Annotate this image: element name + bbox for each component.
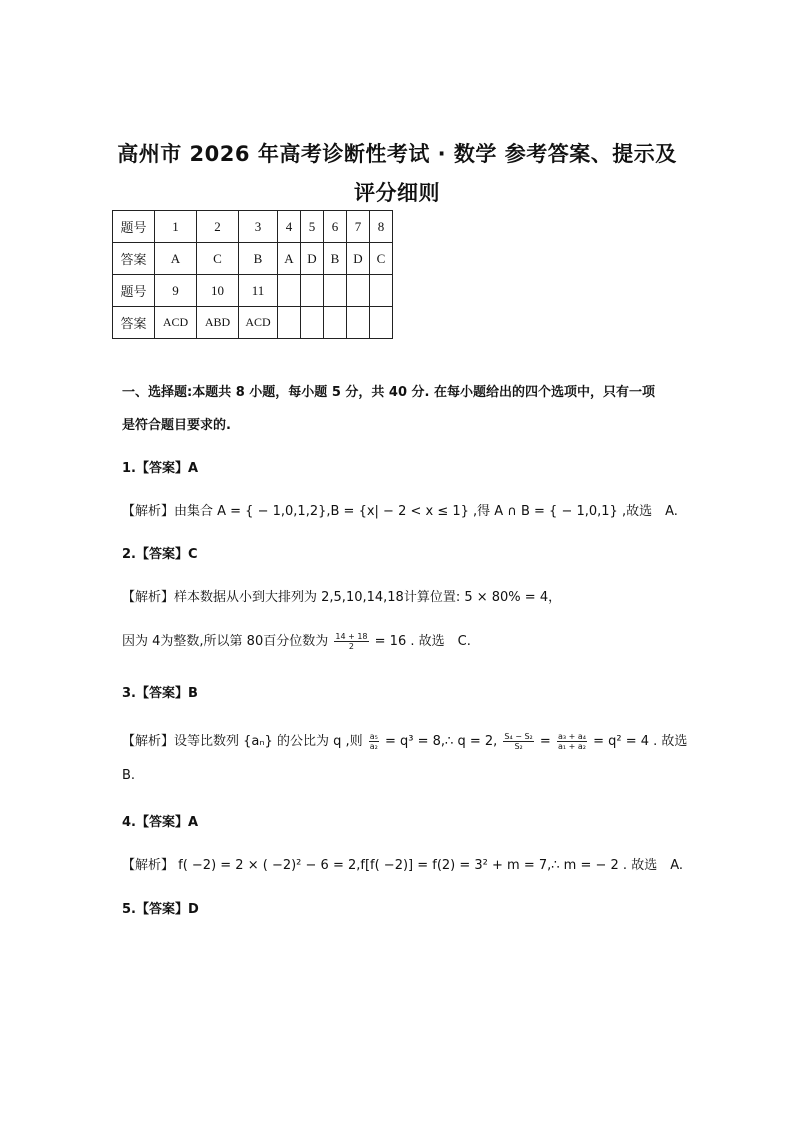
- table-row-answers-1: [113, 243, 393, 275]
- table-cell: 10: [197, 275, 239, 307]
- table-cell: 2: [197, 211, 239, 243]
- q3-text-post: = q² = 4 . 故选: [593, 734, 688, 749]
- table-cell: 3: [239, 211, 278, 243]
- q4-solution: 【解析】 f( −2) = 2 × ( −2)² − 6 = 2,f[f( −2)] = f(2) = 3² + m = 7,∴ m = − 2 . 故选 A.: [122, 858, 683, 873]
- q2-fraction: [334, 632, 368, 651]
- table-row-answers-2: [113, 307, 393, 339]
- q3-answer: 3.【答案】B: [122, 686, 198, 701]
- q1-answer: 1.【答案】A: [122, 461, 199, 476]
- table-cell: C: [197, 243, 239, 275]
- fraction-numerator: S₄ − S₂: [504, 732, 533, 741]
- fraction-numerator: a₃ + a₄: [557, 732, 586, 741]
- section-heading-line1: 一、选择题:本题共 8 小题，每小题 5 分，共 40 分. 在每小题给出的四个选项中，只有一项: [122, 385, 656, 400]
- section-heading-line2: 是符合题目要求的.: [122, 418, 231, 433]
- fraction-denominator: 2: [348, 642, 354, 651]
- table-cell: B: [324, 243, 347, 275]
- q4-answer: 4.【答案】A: [122, 815, 199, 830]
- table-cell: [370, 275, 393, 307]
- table-cell: [347, 307, 370, 339]
- table-cell: 1: [155, 211, 197, 243]
- table-cell: [347, 275, 370, 307]
- q5-answer: 5.【答案】D: [122, 902, 199, 917]
- table-cell: 7: [347, 211, 370, 243]
- table-cell: 6: [324, 211, 347, 243]
- q3-solution-line2: B.: [122, 768, 136, 783]
- q3-text-mid2: =: [539, 734, 551, 749]
- q2-text-pre: 因为 4为整数,所以第 80百分位数为: [122, 634, 329, 649]
- table-row-questions-2: [113, 275, 393, 307]
- q3-fraction-3: [557, 732, 587, 751]
- table-row-questions-1: [113, 211, 393, 243]
- q2-solution-line1: 【解析】样本数据从小到大排列为 2,5,10,14,18计算位置: 5 × 80% = 4，: [122, 590, 562, 605]
- table-cell: [301, 307, 324, 339]
- q2-text-post: = 16 . 故选 C.: [374, 634, 471, 649]
- table-cell: A: [155, 243, 197, 275]
- q3-fraction-2: [503, 732, 533, 751]
- row-label: 答案: [113, 243, 155, 275]
- document-title-line2: 评分细则: [354, 181, 440, 205]
- table-cell: C: [370, 243, 393, 275]
- fraction-denominator: S₂: [514, 742, 523, 751]
- table-cell: 4: [278, 211, 301, 243]
- fraction-numerator: 14 + 18: [335, 632, 368, 641]
- table-cell: ABD: [197, 307, 239, 339]
- table-cell: [324, 307, 347, 339]
- document-title-line1: 高州市 2026 年高考诊断性考试 · 数学 参考答案、提示及: [117, 142, 677, 166]
- table-cell: [370, 307, 393, 339]
- q2-solution-line2: [122, 630, 471, 651]
- table-cell: B: [239, 243, 278, 275]
- table-cell: ACD: [155, 307, 197, 339]
- table-cell: A: [278, 243, 301, 275]
- table-cell: [324, 275, 347, 307]
- fraction-numerator: a₅: [369, 732, 378, 741]
- table-cell: D: [301, 243, 324, 275]
- answer-table: [112, 210, 393, 339]
- table-cell: [301, 275, 324, 307]
- table-cell: ACD: [239, 307, 278, 339]
- table-cell: [278, 275, 301, 307]
- table-cell: 11: [239, 275, 278, 307]
- table-cell: 9: [155, 275, 197, 307]
- q3-text-pre: 【解析】设等比数列 {aₙ} 的公比为 q ,则: [122, 734, 363, 749]
- row-label: 答案: [113, 307, 155, 339]
- table-cell: 8: [370, 211, 393, 243]
- q1-solution: 【解析】由集合 A = { − 1,0,1,2},B = {x| − 2 < x ≤ 1} ,得 A ∩ B = { − 1,0,1} ,故选 A.: [122, 504, 678, 519]
- fraction-denominator: a₂: [369, 742, 378, 751]
- table-cell: 5: [301, 211, 324, 243]
- q3-fraction-1: [369, 732, 379, 751]
- row-label: 题号: [113, 275, 155, 307]
- q3-solution-line1: [122, 730, 687, 751]
- table-cell: D: [347, 243, 370, 275]
- q2-answer: 2.【答案】C: [122, 547, 198, 562]
- table-cell: [278, 307, 301, 339]
- row-label: 题号: [113, 211, 155, 243]
- q3-text-mid1: = q³ = 8,∴ q = 2,: [385, 734, 498, 749]
- fraction-denominator: a₁ + a₂: [557, 742, 586, 751]
